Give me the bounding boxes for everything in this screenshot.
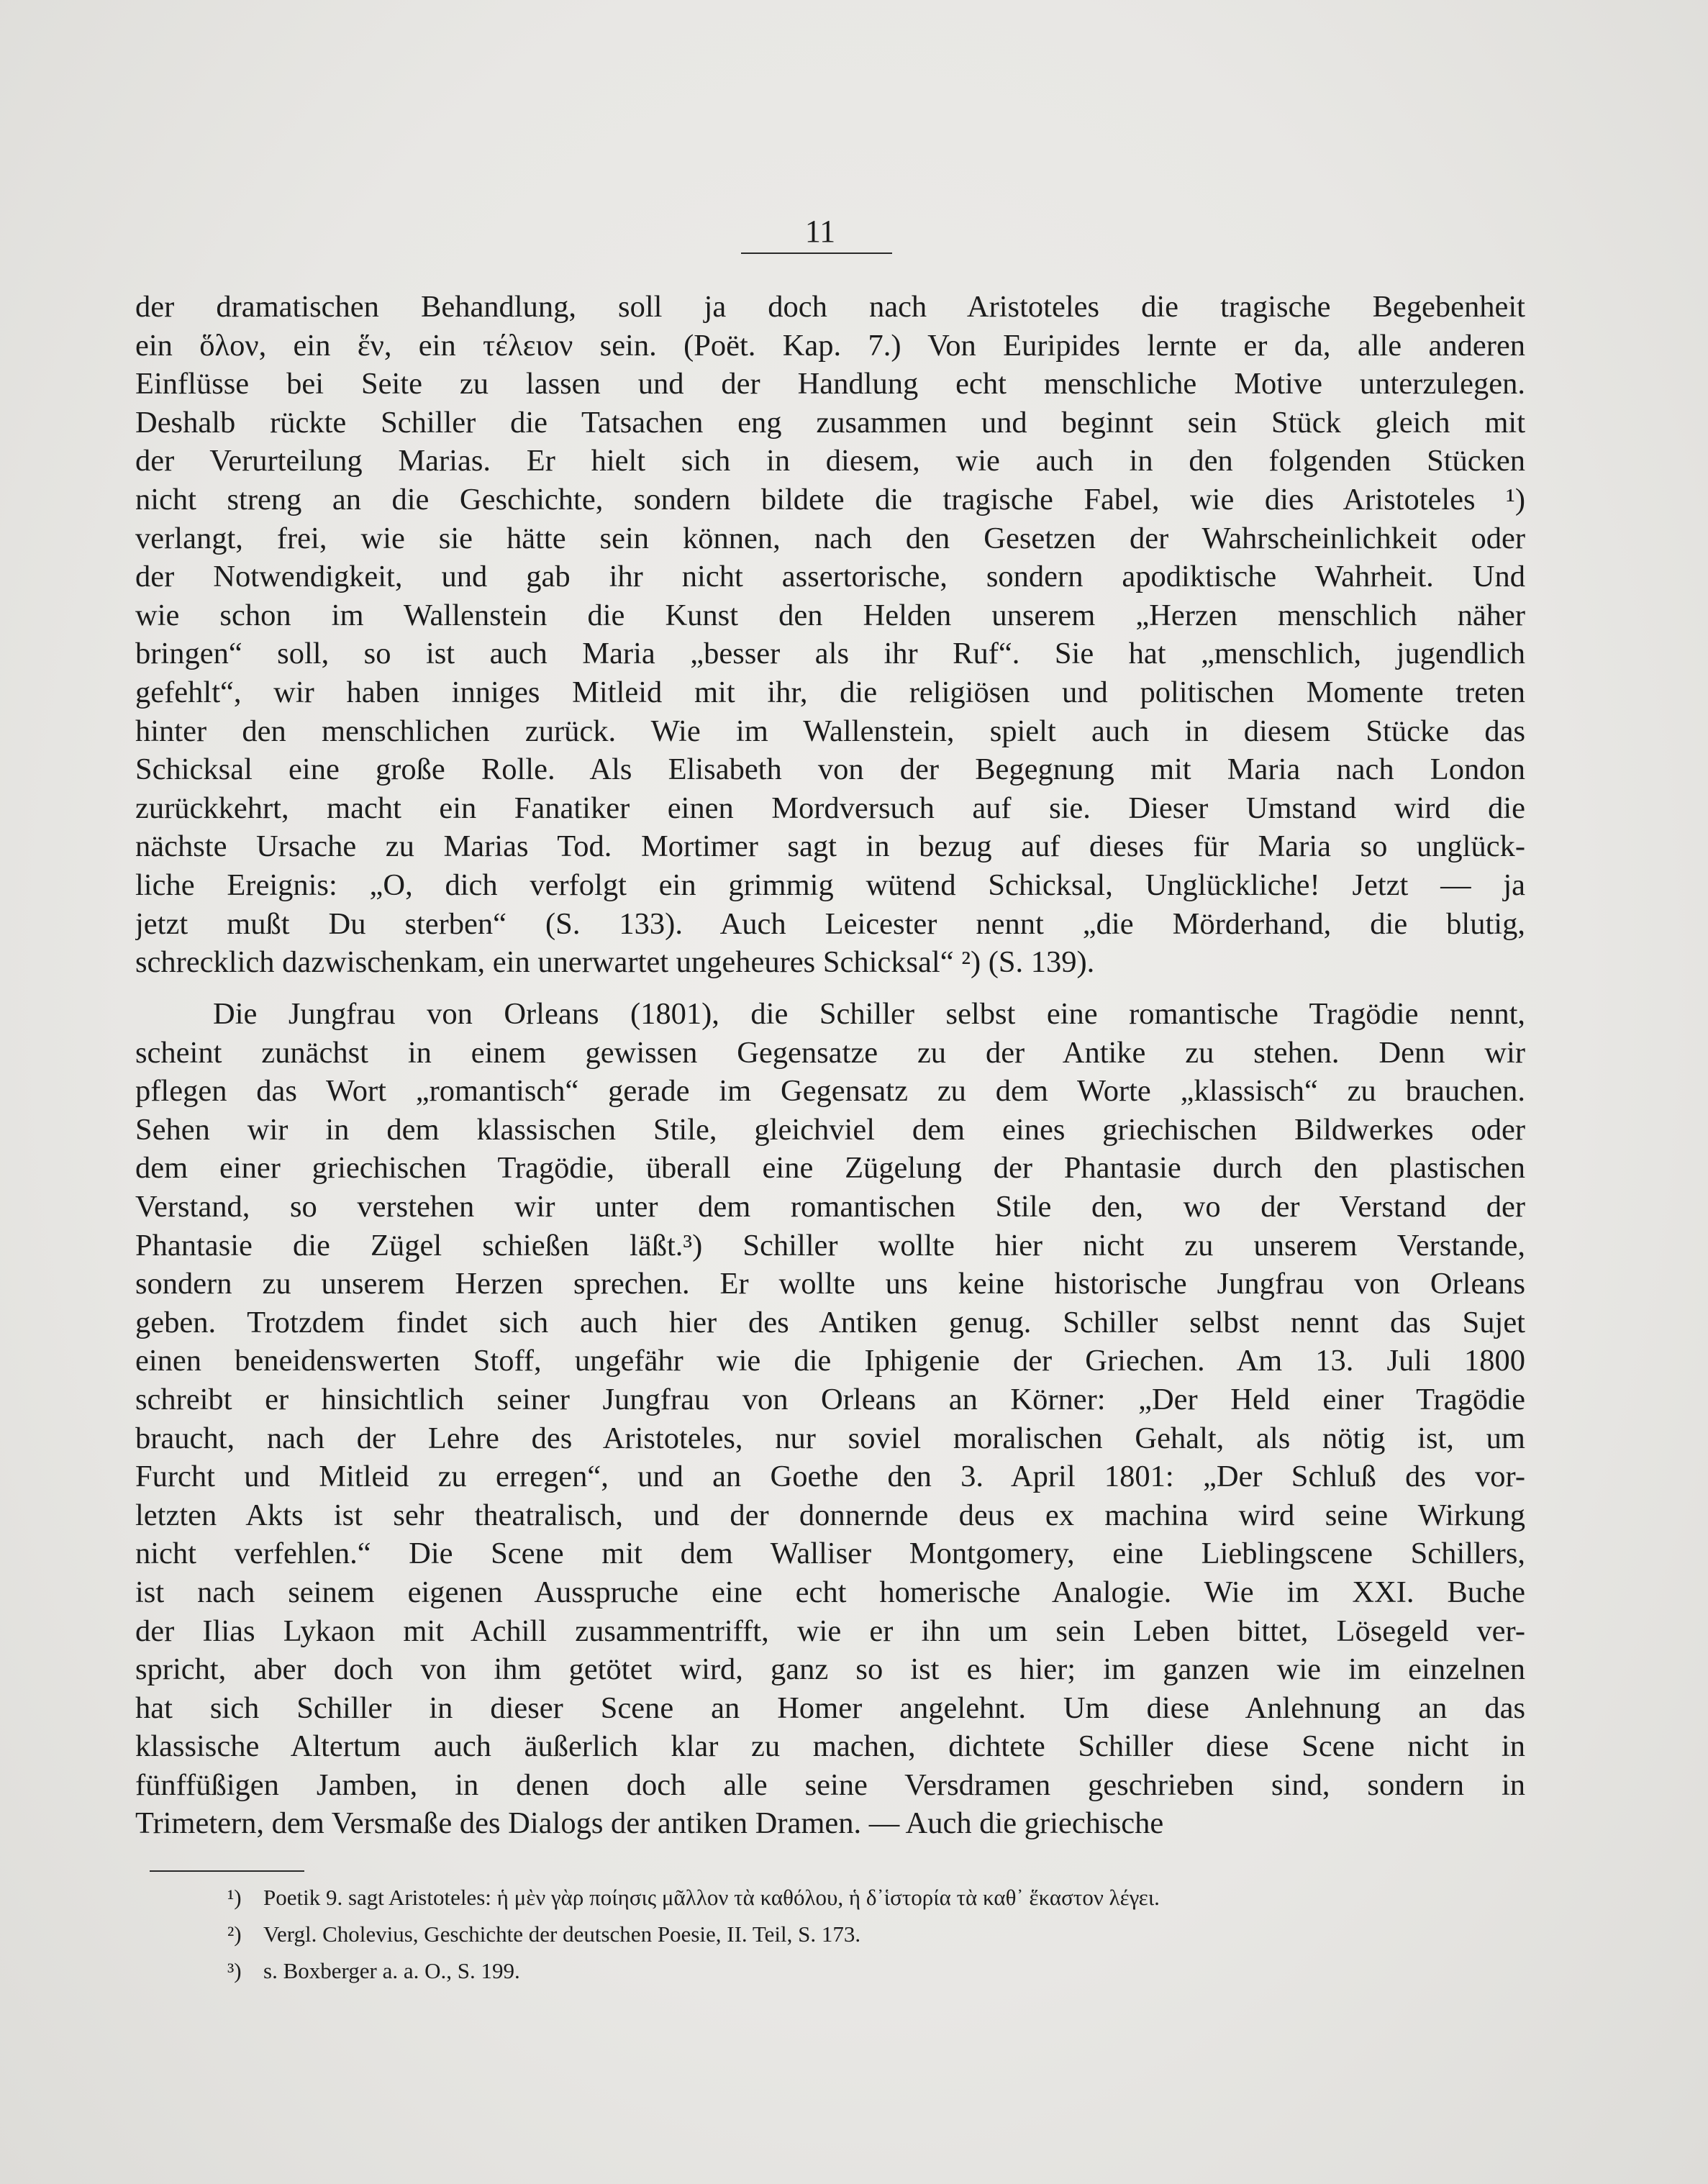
text-line: schreibt er hinsichtlich seiner Jungfrau von Orleans an Körner: „Der Held einer Tragödie bbox=[135, 1382, 1525, 1416]
text-line: braucht, nach der Lehre des Aristoteles, nur soviel moralischen Gehalt, als nötig ist, um bbox=[135, 1421, 1525, 1455]
text-line: hinter den menschlichen zurück. Wie im Wallenstein, spielt auch in diesem Stücke das bbox=[135, 714, 1525, 748]
text-line: ein ὅλον, ein ἕν, ein τέλειον sein. (Poët. Kap. 7.) Von Euripides lernte er da, alle anderen bbox=[135, 328, 1525, 363]
text-line: ist nach seinem eigenen Ausspruche eine echt homerische Analogie. Wie im XXI. Buche bbox=[135, 1575, 1525, 1609]
text-line: liche Ereignis: „O, dich verfolgt ein grimmig wütend Schicksal, Unglückliche! Jetzt — ja bbox=[135, 868, 1525, 902]
text-line: nächste Ursache zu Marias Tod. Mortimer sagt in bezug auf dieses für Maria so unglück- bbox=[135, 829, 1525, 864]
text-line: gefehlt“, wir haben inniges Mitleid mit ihr, die religiösen und politischen Momente treten bbox=[135, 675, 1525, 709]
footnote-mark: ¹) bbox=[227, 1885, 242, 1910]
text-line: nicht streng an die Geschichte, sondern bildete die tragische Fabel, wie dies Aristoteles ¹) bbox=[135, 482, 1525, 517]
text-line: pflegen das Wort „romantisch“ gerade im Gegensatz zu dem Worte „klassisch“ zu brauchen. bbox=[135, 1074, 1525, 1109]
footnote-text: s. Boxberger a. a. O., S. 199. bbox=[263, 1958, 520, 1983]
text-line: Phantasie die Zügel schießen läßt.³) Schiller wollte hier nicht zu unserem Verstande, bbox=[135, 1228, 1525, 1262]
text-line: der Notwendigkeit, und gab ihr nicht assertorische, sondern apodiktische Wahrheit. Und bbox=[135, 560, 1525, 594]
text-line: jetzt mußt Du sterben“ (S. 133). Auch Leicester nennt „die Mörderhand, die blutig, bbox=[135, 906, 1525, 941]
text-line: letzten Akts ist sehr theatralisch, und der donnernde deus ex machina wird seine Wirkung bbox=[135, 1498, 1525, 1532]
text-line: einen beneidenswerten Stoff, ungefähr wie die Iphigenie der Griechen. Am 13. Juli 1800 bbox=[135, 1344, 1525, 1378]
text-line: dem einer griechischen Tragödie, überall eine Zügelung der Phantasie durch den plastischen bbox=[135, 1151, 1525, 1186]
text-line: der dramatischen Behandlung, soll ja doch nach Aristoteles die tragische Begebenheit bbox=[135, 290, 1525, 324]
text-line: wie schon im Wallenstein die Kunst den Helden unserem „Herzen menschlich näher bbox=[135, 598, 1525, 632]
text-line: spricht, aber doch von ihm getötet wird, ganz so ist es hier; im ganzen wie im einzelnen bbox=[135, 1652, 1525, 1687]
text-line: bringen“ soll, so ist auch Maria „besser als ihr Ruf“. Sie hat „menschlich, jugendlich bbox=[135, 637, 1525, 671]
text-line: Deshalb rückte Schiller die Tatsachen eng zusammen und beginnt sein Stück gleich mit bbox=[135, 405, 1525, 440]
paragraph-1 bbox=[135, 288, 1525, 982]
page-number-rule bbox=[741, 252, 892, 254]
text-line: der Verurteilung Marias. Er hielt sich in diesem, wie auch in den folgenden Stücken bbox=[135, 444, 1525, 478]
text-line: geben. Trotzdem findet sich auch hier des Antiken genug. Schiller selbst nennt das Sujet bbox=[135, 1305, 1525, 1339]
text-line: Sehen wir in dem klassischen Stile, gleichviel dem eines griechischen Bildwerkes oder bbox=[135, 1112, 1525, 1147]
text-line: der Ilias Lykaon mit Achill zusammentrifft, wie er ihn um sein Leben bittet, Lösegeld ver- bbox=[135, 1614, 1525, 1648]
text-line: schrecklich dazwischenkam, ein unerwartet ungeheures Schicksal“ ²) (S. 139). bbox=[135, 945, 1095, 980]
text-line: Verstand, so verstehen wir unter dem romantischen Stile den, wo der Verstand der bbox=[135, 1189, 1525, 1224]
text-line: fünffüßigen Jamben, in denen doch alle seine Versdramen geschrieben sind, sondern in bbox=[135, 1767, 1525, 1802]
text-line: nicht verfehlen.“ Die Scene mit dem Walliser Montgomery, eine Lieblingscene Schillers, bbox=[135, 1537, 1525, 1571]
footnote-text: Poetik 9. sagt Aristoteles: ἡ μὲν γὰρ ποίησις μᾶλλον τὰ καθόλου, ἡ δ᾽ἱστορία τὰ καθ᾽ ἕκαστον λέγει. bbox=[263, 1885, 1160, 1910]
text-line: hat sich Schiller in dieser Scene an Homer angelehnt. Um diese Anlehnung an das bbox=[135, 1691, 1525, 1725]
footnote-text: Vergl. Cholevius, Geschichte der deutschen Poesie, II. Teil, S. 173. bbox=[263, 1921, 861, 1947]
footnote-separator bbox=[150, 1870, 304, 1872]
paragraph-2 bbox=[135, 995, 1525, 1843]
footnote bbox=[227, 1879, 1450, 1916]
footnote bbox=[227, 1952, 1450, 1989]
text-line: Die Jungfrau von Orleans (1801), die Schiller selbst eine romantische Tragödie nennt, bbox=[213, 997, 1525, 1031]
footnote-mark: ²) bbox=[227, 1921, 242, 1947]
text-line: Einflüsse bei Seite zu lassen und der Handlung echt menschliche Motive unterzulegen. bbox=[135, 367, 1525, 401]
text-line: klassische Altertum auch äußerlich klar zu machen, dichtete Schiller diese Scene nicht in bbox=[135, 1729, 1525, 1764]
footnote bbox=[227, 1916, 1450, 1952]
footnotes bbox=[227, 1879, 1450, 1989]
text-line: Trimetern, dem Versmaße des Dialogs der antiken Dramen. — Auch die griechische bbox=[135, 1806, 1164, 1841]
text-line: verlangt, frei, wie sie hätte sein können, nach den Gesetzen der Wahrscheinlichkeit oder bbox=[135, 521, 1525, 555]
page-number: 11 bbox=[804, 214, 836, 249]
text-line: sondern zu unserem Herzen sprechen. Er wollte uns keine historische Jungfrau von Orleans bbox=[135, 1267, 1525, 1301]
text-line: zurückkehrt, macht ein Fanatiker einen Mordversuch auf sie. Dieser Umstand wird die bbox=[135, 791, 1525, 825]
text-line: scheint zunächst in einem gewissen Gegensatze zu der Antike zu stehen. Denn wir bbox=[135, 1035, 1525, 1070]
text-line: Furcht und Mitleid zu erregen“, und an Goethe den 3. April 1801: „Der Schluß des vor- bbox=[135, 1460, 1525, 1494]
footnote-mark: ³) bbox=[227, 1958, 242, 1983]
text-line: Schicksal eine große Rolle. Als Elisabeth von der Begegnung mit Maria nach London bbox=[135, 752, 1525, 787]
